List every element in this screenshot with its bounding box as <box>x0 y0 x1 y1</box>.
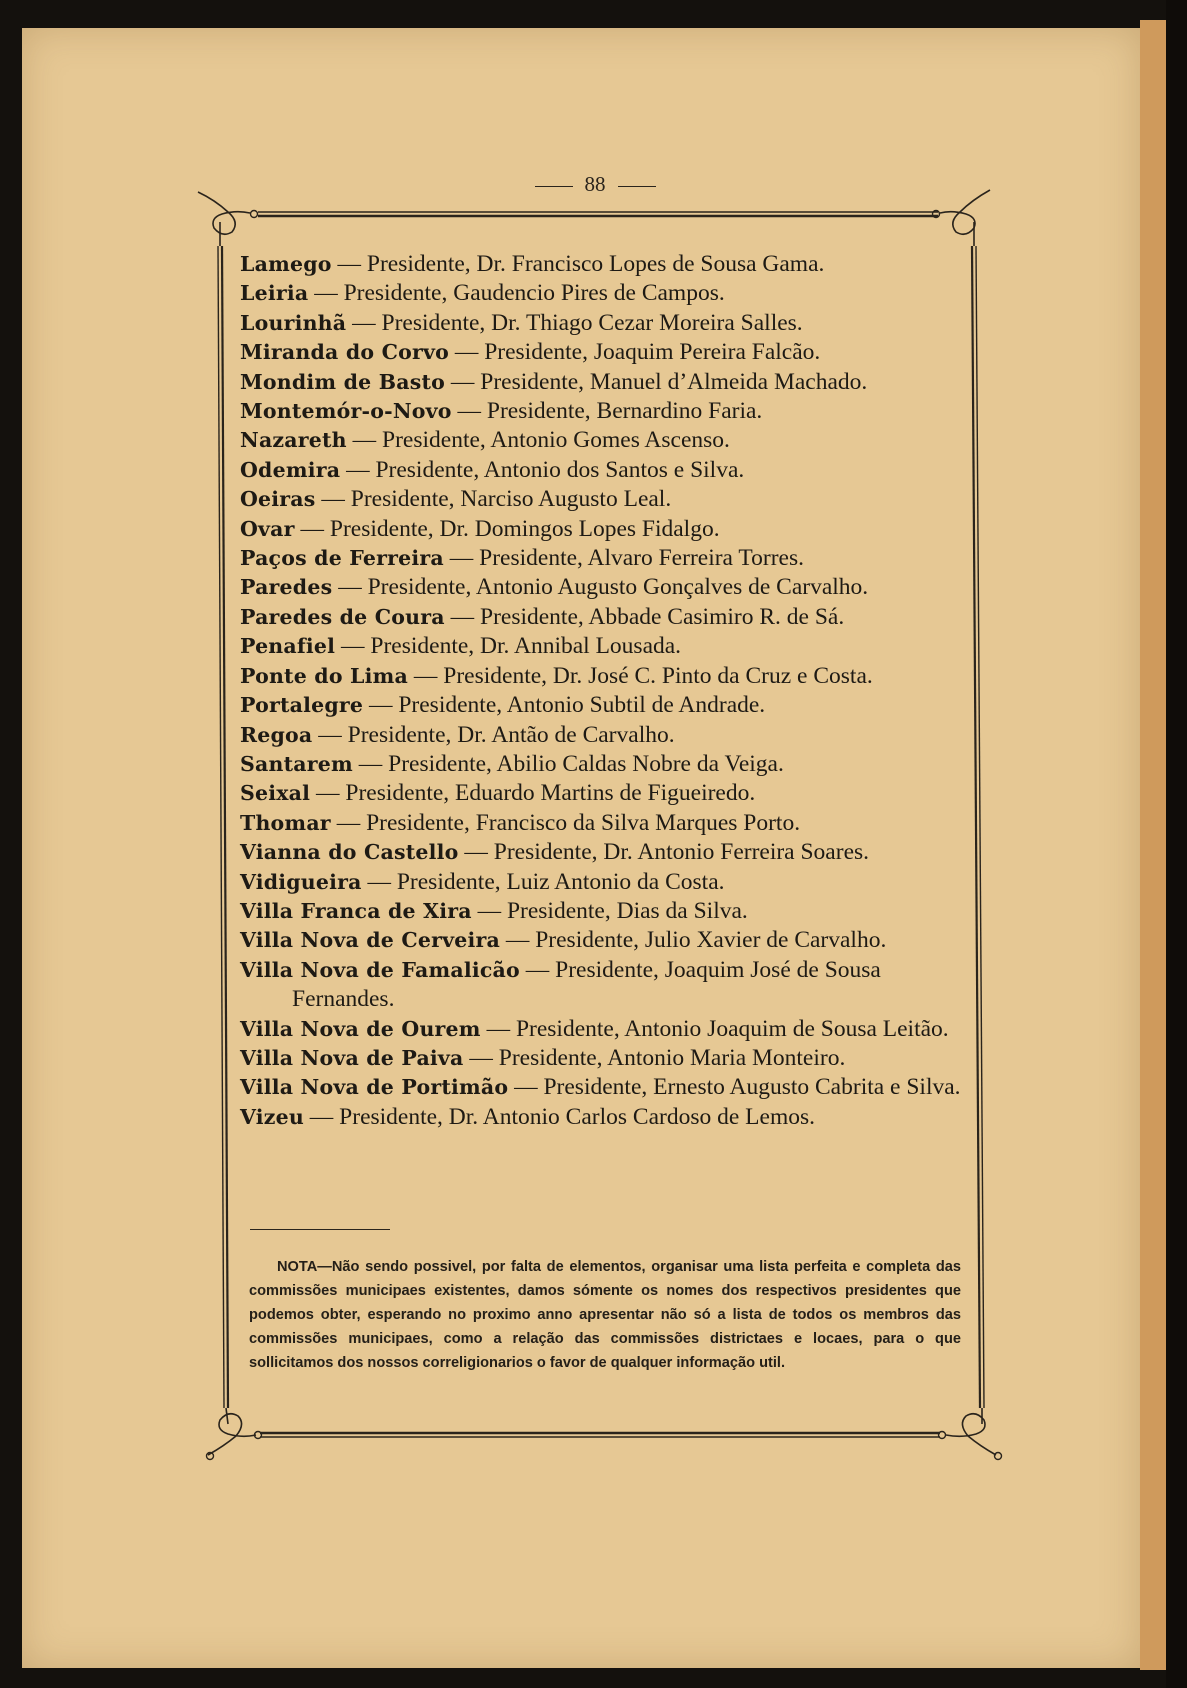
president-text: — Presidente, Luiz Antonio da Costa. <box>361 868 725 895</box>
place-name: Ovar <box>240 516 295 541</box>
place-name: Penafiel <box>240 634 336 659</box>
president-text: — Presidente, Bernardino Faria. <box>451 398 763 425</box>
place-name: Lamego <box>240 252 332 276</box>
list-item <box>240 250 970 279</box>
place-name: Mondim de Basto <box>240 369 446 394</box>
list-item <box>240 809 970 838</box>
place-name: Miranda do Corvo <box>240 340 449 365</box>
president-text: — Presidente, Alvaro Ferreira Torres. <box>443 545 804 572</box>
president-text: — Presidente, Antonio Gomes Ascenso. <box>346 427 730 454</box>
president-text: — Presidente, Dr. Annibal Lousada. <box>335 633 682 660</box>
place-name: Regoa <box>240 722 313 747</box>
president-text: — Presidente, Dr. Antonio Carlos Cardoso de Lemos. <box>303 1103 815 1130</box>
president-text: — Presidente, Julio Xavier de Carvalho. <box>499 927 887 954</box>
place-name: Santarem <box>240 751 353 776</box>
place-name: Portalegre <box>240 693 364 718</box>
president-text: — Presidente, Eduardo Martins de Figueiredo. <box>310 780 756 807</box>
list-item <box>240 1073 970 1102</box>
president-text: — Presidente, Dr. Antão de Carvalho. <box>312 721 675 748</box>
list-item <box>240 779 970 808</box>
president-text: — Presidente, Antonio Augusto Gonçalves de Carvalho. <box>332 574 869 601</box>
list-item <box>240 485 970 514</box>
president-text: — Presidente, Dr. Francisco Lopes de Sousa Gama. <box>331 251 825 277</box>
president-text: — Presidente, Abbade Casimiro R. de Sá. <box>444 603 845 630</box>
corner-ornament-top-right <box>933 190 991 246</box>
list-item <box>240 897 970 926</box>
place-name: Thomar <box>240 810 331 835</box>
list-item <box>240 662 970 691</box>
list-item <box>240 721 970 750</box>
place-name: Villa Nova de Famalicão <box>240 957 520 982</box>
list-item <box>240 632 970 661</box>
place-name: Villa Franca de Xira <box>240 898 472 923</box>
note-separator-rule <box>250 1229 390 1230</box>
list-item <box>240 838 970 867</box>
place-name: Seixal <box>240 781 311 806</box>
list-item <box>240 956 970 1015</box>
place-name: Vianna do Castello <box>240 840 459 865</box>
list-item <box>240 456 970 485</box>
list-item <box>240 515 970 544</box>
president-text: — Presidente, Antonio Joaquim de Sousa Leitão. <box>480 1015 949 1042</box>
list-item <box>240 309 970 338</box>
president-text: — Presidente, Antonio Subtil de Andrade. <box>363 692 766 719</box>
list-item <box>240 1103 970 1132</box>
corner-ornament-bottom-right <box>939 1408 1002 1460</box>
list-item <box>240 603 970 632</box>
list-item <box>240 397 970 426</box>
place-name: Oeiras <box>240 487 316 512</box>
list-item <box>240 368 970 397</box>
list-item <box>240 573 970 602</box>
president-text: — Presidente, Narciso Augusto Leal. <box>315 486 672 513</box>
president-text: — Presidente, Dias da Silva. <box>471 897 748 924</box>
president-text: — Presidente, Abilio Caldas Nobre da Veiga. <box>352 750 784 777</box>
place-name: Vidigueira <box>240 869 362 894</box>
place-name: Paços de Ferreira <box>240 546 444 571</box>
list-item <box>240 544 970 573</box>
corner-ornament-top-left <box>198 192 258 246</box>
list-item <box>240 426 970 455</box>
place-name: Villa Nova de Ourem <box>240 1016 481 1041</box>
president-text: — Presidente, Dr. José C. Pinto da Cruz e Costa. <box>408 662 873 689</box>
list-item <box>240 1015 970 1044</box>
place-name: Paredes de Coura <box>240 604 445 629</box>
place-name: Villa Nova de Cerveira <box>240 928 500 953</box>
president-text: — Presidente, Gaudencio Pires de Campos. <box>308 280 725 307</box>
president-text: — Presidente, Antonio Maria Monteiro. <box>463 1044 846 1071</box>
footnote: NOTA—Não sendo possivel, por falta de elementos, organisar uma lista perfeita e completa das commissões municipaes existentes, damos sómente os nomes dos respectivos presidentes que podemos obter, esperando no proximo anno apresentar não só a lista de todos os membros das commissões municipaes, como a relação das commissões districtaes e locaes, para o que sollicitamos dos nossos correligionarios o favor de qualquer informação util. <box>249 1259 961 1371</box>
list-item <box>240 1044 970 1073</box>
list-item <box>240 926 970 955</box>
place-name: Montemór-o-Novo <box>240 399 452 424</box>
list-item <box>240 279 970 308</box>
place-name: Lourinhã <box>240 310 347 335</box>
place-name: Ponte do Lima <box>240 663 409 688</box>
corner-ornament-bottom-left <box>207 1408 262 1460</box>
president-text: — Presidente, Dr. Domingos Lopes Fidalgo. <box>294 515 720 542</box>
place-name: Leiria <box>240 281 309 306</box>
place-name: Villa Nova de Portimão <box>240 1075 509 1100</box>
page-number-text: 88 <box>584 172 606 196</box>
place-name: Odemira <box>240 457 341 482</box>
list-item <box>240 691 970 720</box>
place-name: Nazareth <box>240 428 347 453</box>
list-item <box>240 750 970 779</box>
president-text: — Presidente, Antonio dos Santos e Silva. <box>340 456 745 483</box>
president-text: — Presidente, Manuel d’Almeida Machado. <box>445 368 868 395</box>
president-text: — Presidente, Ernesto Augusto Cabrita e Silva. <box>508 1074 961 1101</box>
president-text: — Presidente, Joaquim Pereira Falcão. <box>448 339 821 366</box>
president-text: — Presidente, Joaquim José de Sousa Fernandes. <box>292 956 881 1013</box>
presidents-list <box>240 250 970 1132</box>
place-name: Villa Nova de Paiva <box>240 1045 464 1070</box>
president-text: — Presidente, Dr. Antonio Ferreira Soares. <box>458 839 870 866</box>
list-item <box>240 868 970 897</box>
president-text: — Presidente, Dr. Thiago Cezar Moreira Salles. <box>346 309 803 336</box>
list-item <box>240 338 970 367</box>
place-name: Paredes <box>240 575 333 600</box>
place-name: Vizeu <box>240 1104 304 1129</box>
president-text: — Presidente, Francisco da Silva Marques Porto. <box>330 809 801 836</box>
